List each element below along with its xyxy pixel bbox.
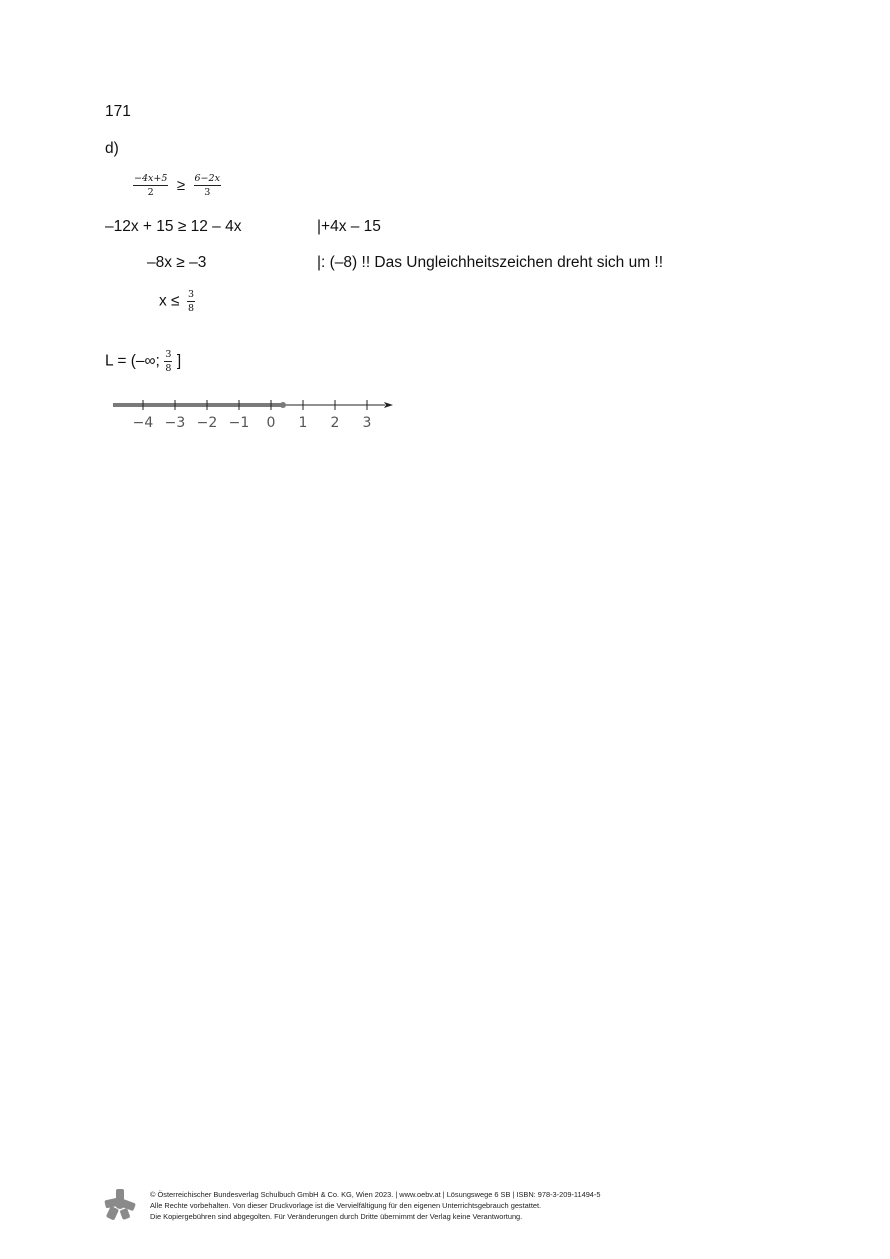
page-number: 171 bbox=[105, 103, 131, 120]
solution-prefix: L = (–∞; bbox=[105, 352, 160, 370]
step3-denominator: 8 bbox=[188, 303, 195, 314]
rhs-fraction bbox=[194, 173, 221, 198]
step3-fraction bbox=[187, 289, 195, 314]
tick-label: −3 bbox=[164, 415, 186, 431]
lhs-denominator: 2 bbox=[147, 187, 154, 198]
tick-label: 3 bbox=[362, 415, 372, 431]
step3-lhs: x ≤ bbox=[159, 292, 180, 310]
publisher-logo-icon bbox=[104, 1188, 136, 1220]
part-label: d) bbox=[105, 140, 119, 157]
step2-operation: |: (–8) !! Das Ungleichheitszeichen dreht sich um !! bbox=[317, 254, 664, 271]
axis-arrow-icon bbox=[384, 402, 393, 408]
rhs-denominator: 3 bbox=[204, 187, 211, 198]
tick-label: −1 bbox=[228, 415, 250, 431]
solution-set bbox=[105, 349, 181, 374]
relation-symbol: ≥ bbox=[176, 177, 186, 194]
tick-label: 2 bbox=[330, 415, 340, 431]
lhs-numerator: −4𝑥+5 bbox=[134, 173, 168, 184]
solution-suffix: ] bbox=[176, 352, 182, 370]
endpoint-closed-dot bbox=[280, 402, 286, 408]
solution-fraction bbox=[164, 349, 172, 374]
tick-label: 0 bbox=[266, 415, 276, 431]
given-inequality bbox=[133, 173, 221, 198]
rhs-numerator: 6−2𝑥 bbox=[194, 173, 220, 184]
step3-numerator: 3 bbox=[188, 289, 195, 300]
solution-numerator: 3 bbox=[165, 349, 172, 360]
step1-expression: –12x + 15 ≥ 12 – 4x bbox=[105, 218, 242, 235]
footer-rights: Alle Rechte vorbehalten. Von dieser Druckvorlage ist die Vervielfältigung für den eigenen Unterrichtsgebrauch gestattet. bbox=[150, 1201, 542, 1210]
footer-fees: Die Kopiergebühren sind abgegolten. Für Veränderungen durch Dritte übernimmt der Verlag keine Verantwortung. bbox=[150, 1212, 523, 1221]
tick-label: 1 bbox=[298, 415, 308, 431]
number-line bbox=[105, 392, 405, 437]
step3-result bbox=[159, 289, 195, 314]
solution-denominator: 8 bbox=[165, 363, 172, 374]
tick-label: −2 bbox=[196, 415, 218, 431]
lhs-fraction bbox=[133, 173, 168, 198]
tick-label: −4 bbox=[132, 415, 154, 431]
footer-copyright: © Österreichischer Bundesverlag Schulbuch GmbH & Co. KG, Wien 2023. | www.oebv.at | Lösungswege 6 SB | ISBN: 978-3-209-11494-5 bbox=[150, 1190, 601, 1199]
step1-operation: |+4x – 15 bbox=[317, 218, 381, 235]
step2-expression: –8x ≥ –3 bbox=[147, 254, 207, 271]
